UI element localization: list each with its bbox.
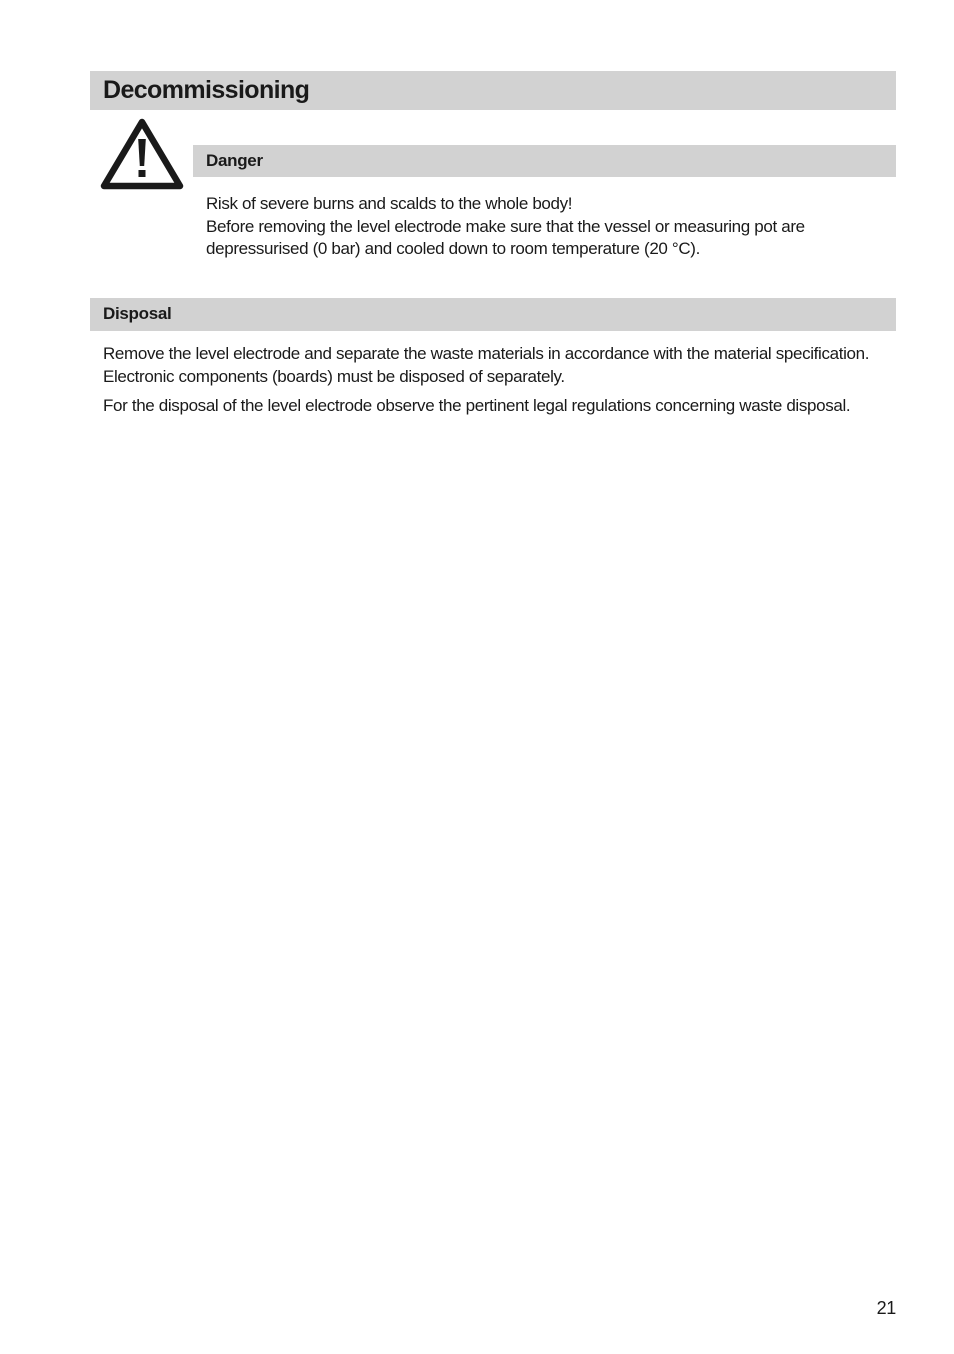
danger-line: Before removing the level electrode make sure that the vessel or measuring pot are [206, 216, 805, 236]
section-title-bar [90, 71, 896, 110]
danger-heading: Danger [206, 151, 263, 170]
page-title: Decommissioning [103, 76, 310, 104]
danger-line: Risk of severe burns and scalds to the whole body! [206, 194, 573, 213]
page-number: 21 [876, 1298, 896, 1318]
disposal-heading: Disposal [103, 304, 172, 323]
warning-triangle-icon [100, 117, 184, 191]
disposal-paragraph: Remove the level electrode and separate the waste materials in accordance with the material specification. Electronic components (boards) must be disposed of separately. [103, 344, 870, 386]
danger-line: depressurised (0 bar) and cooled down to room temperature (20 °C). [206, 239, 700, 258]
danger-heading-bar [193, 145, 896, 177]
disposal-paragraph: For the disposal of the level electrode observe the pertinent legal regulations concerning waste disposal. [103, 396, 851, 415]
danger-text [206, 193, 896, 261]
disposal-heading-bar [90, 298, 896, 331]
